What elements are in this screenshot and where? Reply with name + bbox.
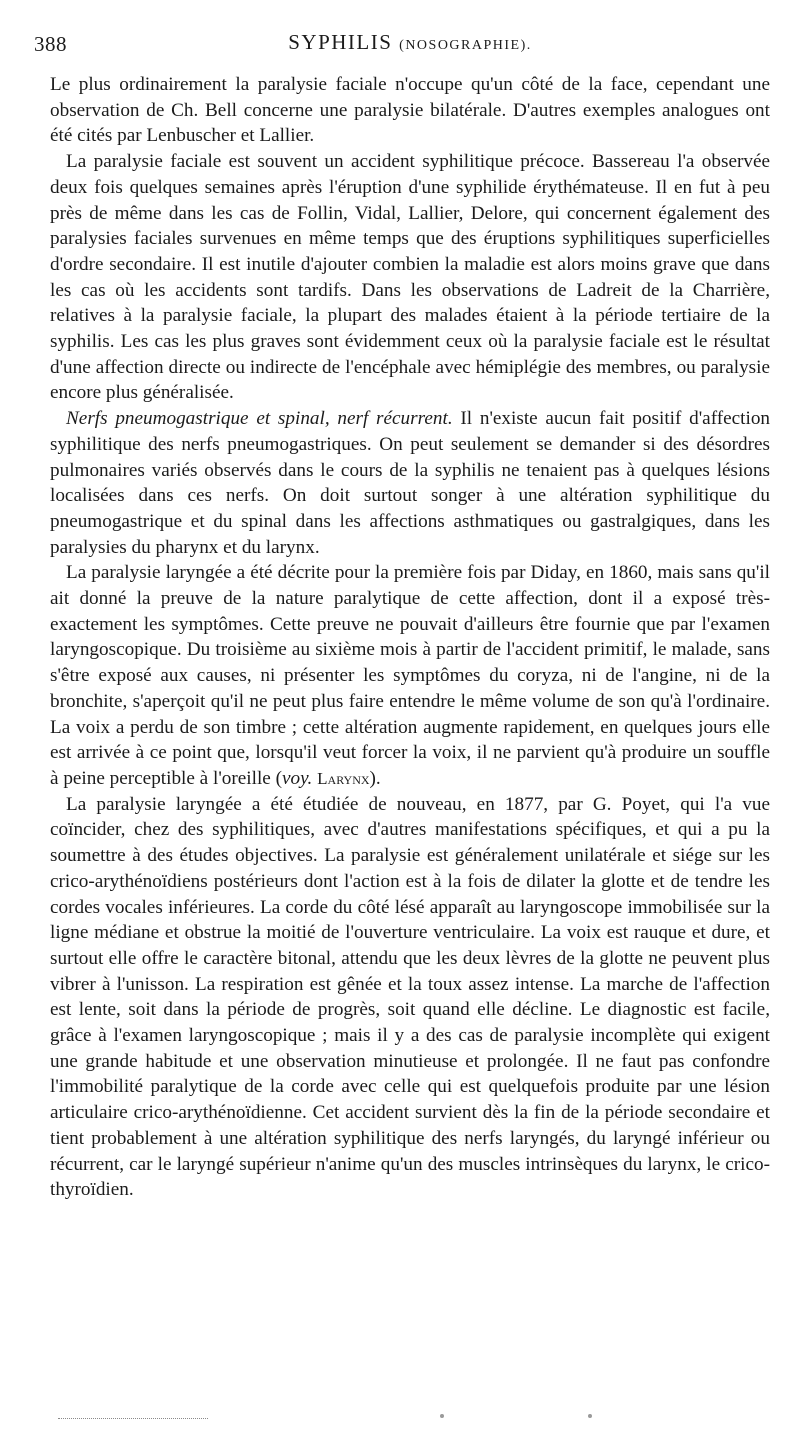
paragraph-laryngeal-poyet: La paralysie laryngée a été étudiée de nouveau, en 1877, par G. Poyet, qui l'a vue coïncider, chez des syphilitiques, avec d'autres manifestations spécifiques, et qui a pu la soumettre à des études objectives. La paralysie est généralement unilatérale et siége sur les crico-arythénoïdiens postérieurs dont l'action est à la fois de dilater la glotte et de tendre les cordes vocales inférieures. La corde du côté lésé apparaît au laryngoscope immobilisée sur la ligne médiane et obstrue la moitié de l'ouverture ventriculaire. La voix est rauque et dure, et surtout elle offre le caractère bitonal, attendu que les deux lèvres de la glotte ne peuvent plus vibrer à l'unisson. La respiration est gênée et la toux assez intense. La marche de l'affection est lente, soit dans la période de progrès, soit quand elle décline. Le diagnostic est facile, grâce à l'examen laryngoscopique ; mais il y a des cas de paralysie incomplète qui exigent une grande habitude et une observation minutieuse et prolongée. Il ne faut pas confondre l'immobilité paralytique de la corde avec celle qui est quelquefois produite par une lésion articulaire crico-arythénoïdienne. Cet accident survient dès la fin de la période secondaire et tient probablement à une altération syphilitique des nerfs laryngés, du laryngé inférieur ou récurrent, car le laryngé supérieur n'anime qu'un des muscles intrinsèques du larynx, le crico-thyroïdien.	[50, 793, 770, 1201]
footer-rule	[58, 1418, 208, 1419]
page-header	[34, 30, 770, 70]
crossref-closing: ).	[369, 767, 381, 789]
paragraph-pneumogastric	[50, 406, 770, 560]
section-heading: Nerfs pneumogastrique et spinal, nerf récurrent.	[66, 408, 453, 430]
crossref-target: Larynx	[317, 768, 370, 788]
paragraph-pneumogastric-text: Il n'existe aucun fait positif d'affection syphilitique des nerfs pneumogastriques. On peut seulement se demander si des désordres pulmonaires variés observés dans le cours de la syphilis ne tenaient pas à quelques lésions localisées dans ces nerfs. On doit surtout songer à une altération syphilitique du pneumogastrique et du spinal dans les affections asthmatiques ou gastralgiques, dans les paralysies du pharynx et du larynx.	[50, 408, 771, 558]
paragraph-facial-bilateral: Le plus ordinairement la paralysie faciale n'occupe qu'un côté de la face, cependant une observation de Ch. Bell concerne une paralysie bilatérale. D'autres exemples analogues ont été cités par Lenbuscher et Lallier.	[50, 74, 770, 147]
body-text	[50, 72, 770, 1203]
running-title	[50, 30, 770, 55]
footer-mark	[588, 1414, 592, 1418]
crossref-voy: voy.	[281, 767, 313, 789]
running-title-main: SYPHILIS	[288, 30, 393, 54]
paragraph-facial-early: La paralysie faciale est souvent un accident syphilitique précoce. Bassereau l'a observée deux fois quelques semaines après l'éruption d'une syphilide érythémateuse. Il en fut à peu près de même dans les cas de Follin, Vidal, Lallier, Delore, qui concernent également des paralysies faciales survenues en même temps que des éruptions syphilitiques superficielles d'ordre secondaire. Il est inutile d'ajouter combien la maladie est alors moins grave que dans les cas où les accidents sont tardifs. Dans les observations de Ladreit de la Charrière, relatives à la paralysie faciale, la plupart des malades étaient à la période tertiaire de la syphilis. Les cas les plus graves sont évidemment ceux où la paralysie faciale est le résultat d'une affection directe ou indirecte de l'encéphale avec hémiplégie des membres, ou paralysie encore plus généralisée.	[50, 151, 770, 404]
page-number: 388	[34, 32, 67, 56]
running-title-sub: (NOSOGRAPHIE).	[399, 38, 532, 53]
paragraph-laryngeal-diday-text: La paralysie laryngée a été décrite pour la première fois par Diday, en 1860, mais sans qu'il ait donné la preuve de la nature paralytique de cette affection, dont il a exposé très-exactement les symptômes. Cette preuve ne pouvait d'ailleurs être fournie que par l'examen laryngoscopique. Du troisième au sixième mois à partir de l'accident primitif, le malade, sans s'être exposé aux causes, ni présenter les symptômes du coryza, ni de l'angine, ni de la bronchite, s'aperçoit qu'il ne peut plus faire entendre le même volume de son qu'à l'ordinaire. La voix a perdu de son timbre ; cette altération augmente rapidement, en quelques jours elle est arrivée à ce point que, lorsqu'il veut forcer la voix, il ne parvient qu'à produire un souffle à peine perceptible à l'oreille (	[50, 562, 770, 789]
paragraph-laryngeal-diday	[50, 560, 770, 791]
footer-mark	[440, 1414, 444, 1418]
